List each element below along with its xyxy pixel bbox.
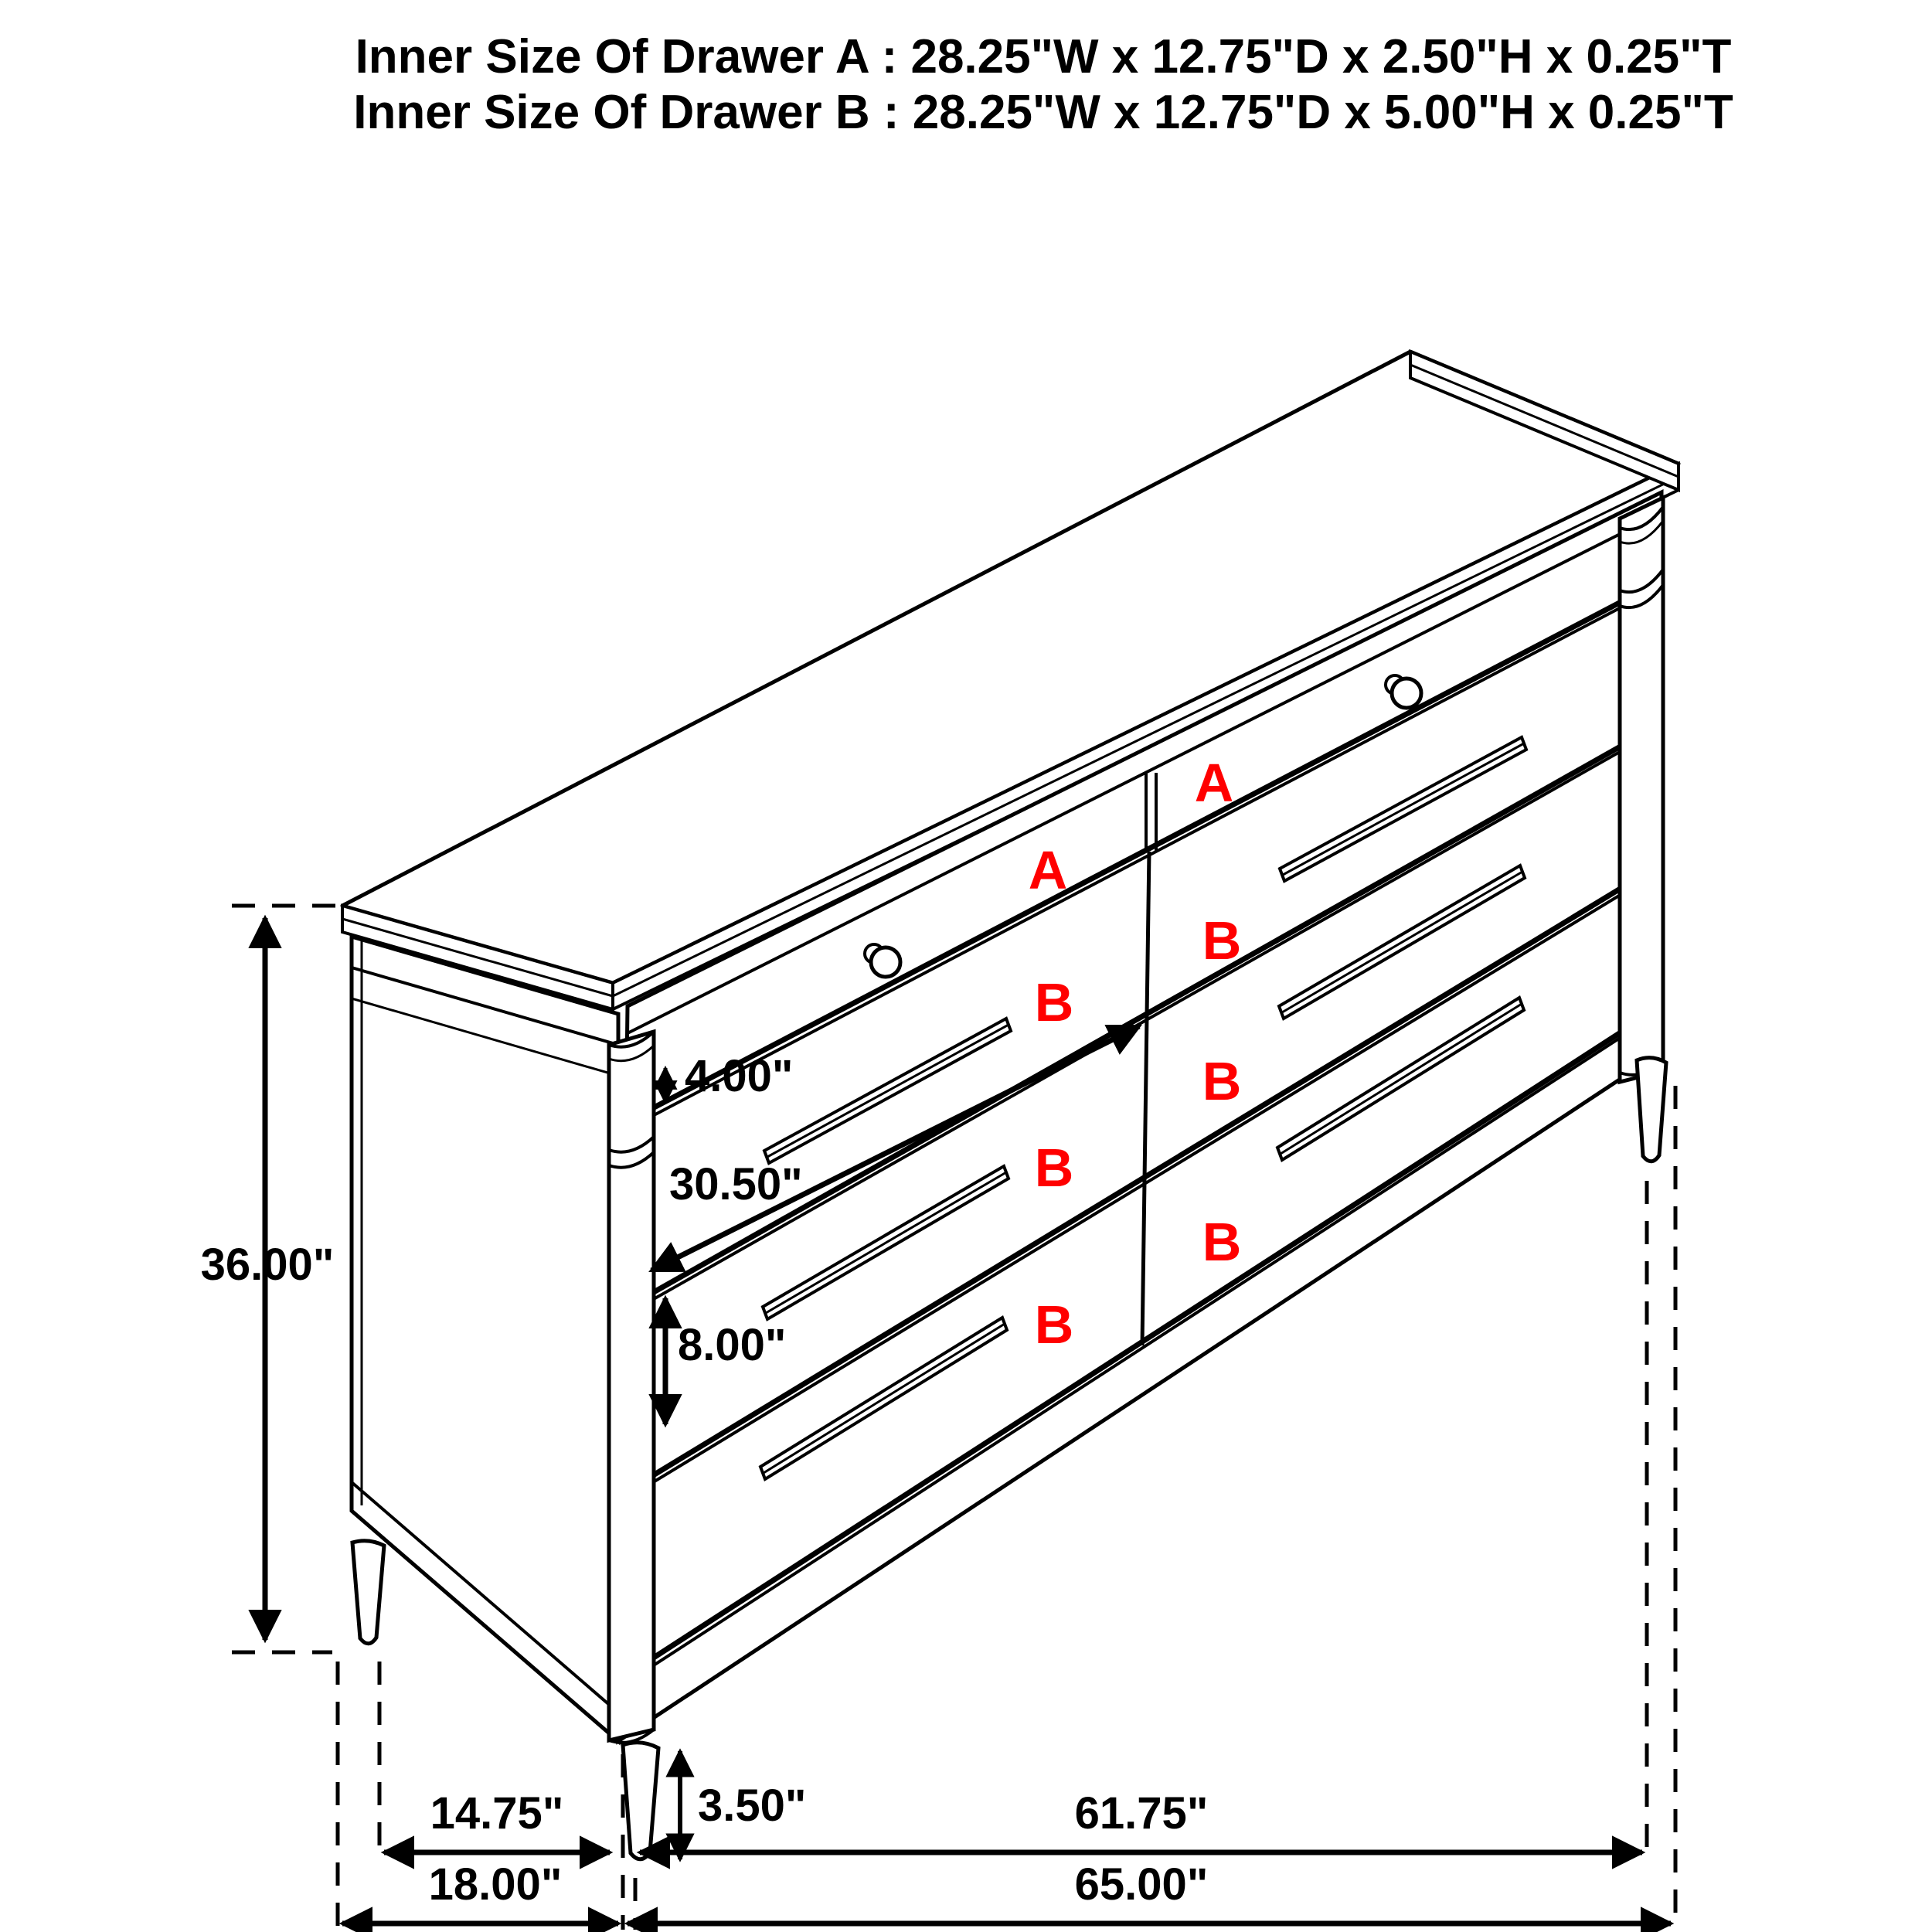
label-b-right-2: B bbox=[1202, 1051, 1242, 1111]
label-b-right-3: B bbox=[1202, 1212, 1242, 1272]
dim-overall-depth: 18.00" bbox=[428, 1859, 563, 1910]
dresser-drawing bbox=[342, 352, 1679, 1859]
label-b-right-1: B bbox=[1202, 910, 1242, 971]
label-b-left-2: B bbox=[1034, 1138, 1074, 1198]
title-drawer-a-size: Inner Size Of Drawer A : 28.25"W x 12.75"D x 2.50"H x 0.25"T bbox=[355, 30, 1732, 83]
back-left-leg bbox=[352, 1541, 384, 1644]
front-right-post bbox=[1620, 498, 1663, 1082]
label-a-right: A bbox=[1194, 753, 1234, 813]
dim-leg-height: 3.50" bbox=[698, 1781, 807, 1831]
dim-leg-inset-depth: 14.75" bbox=[430, 1788, 564, 1838]
dim-overall-height: 36.00" bbox=[200, 1240, 335, 1290]
front-left-post bbox=[609, 1032, 654, 1743]
dim-front-leg-span: 61.75" bbox=[1074, 1788, 1209, 1838]
front-right-leg bbox=[1637, 1058, 1666, 1162]
dim-drawer-b-height: 8.00" bbox=[678, 1320, 787, 1370]
front-left-leg bbox=[623, 1743, 658, 1859]
dim-drawer-a-height: 4.00" bbox=[685, 1051, 794, 1101]
label-b-left-3: B bbox=[1034, 1294, 1074, 1355]
title-drawer-b-size: Inner Size Of Drawer B : 28.25"W x 12.75"D x 5.00"H x 0.25"T bbox=[353, 86, 1733, 139]
label-b-left-1: B bbox=[1034, 972, 1074, 1032]
label-a-left: A bbox=[1028, 840, 1068, 900]
dim-overall-width: 65.00" bbox=[1074, 1859, 1209, 1910]
dim-drawer-stack-height: 30.50" bbox=[669, 1159, 803, 1209]
side-panel bbox=[352, 937, 618, 1741]
